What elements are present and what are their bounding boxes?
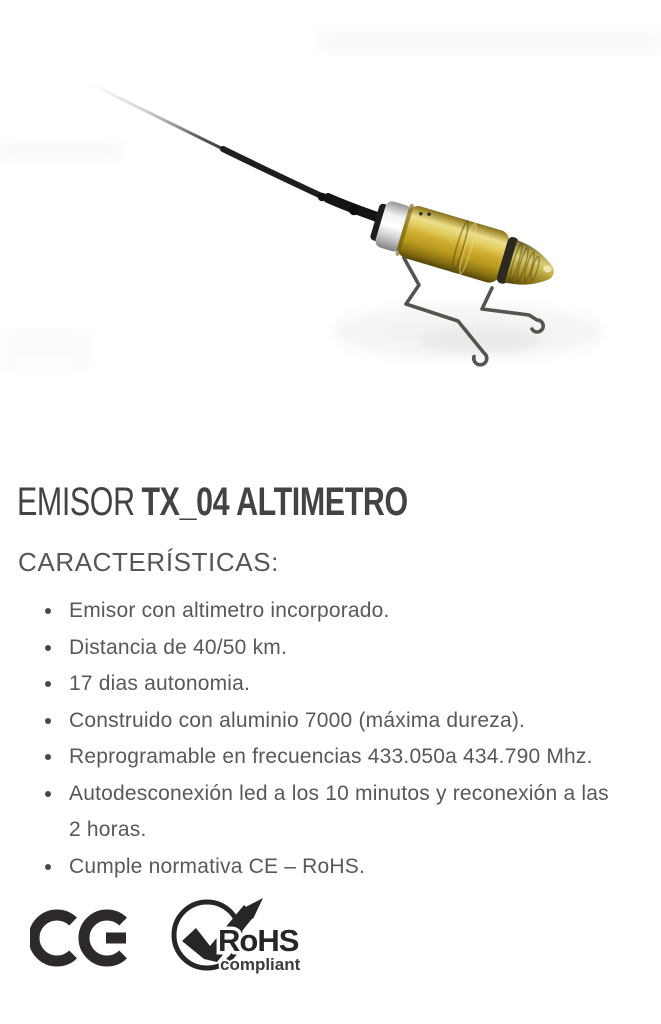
feature-text: 17 dias autonomia.	[69, 672, 251, 695]
feature-list	[0, 593, 624, 885]
product-photo-illustration	[0, 0, 661, 452]
section-heading: CARACTERÍSTICAS:	[18, 547, 279, 577]
antenna	[89, 83, 394, 223]
compliance-badges	[30, 893, 661, 977]
feature-text: Autodesconexión led a los 10 minutos y reconexión a las 2 horas.	[69, 781, 609, 841]
title-model: TX_04 ALTIMETRO	[141, 480, 408, 524]
feature-item	[64, 630, 624, 667]
feature-item	[64, 849, 624, 886]
rohs-sublabel: compliant	[220, 955, 300, 974]
feature-text: Distancia de 40/50 km.	[69, 635, 288, 659]
rohs-label: RoHS	[218, 923, 299, 958]
feature-text: Construido con aluminio 7000 (máxima dureza).	[69, 708, 526, 732]
feature-text: Emisor con altimetro incorporado.	[69, 599, 390, 622]
product-photo	[0, 0, 661, 452]
transmitter-body	[367, 195, 561, 300]
feature-item	[64, 593, 624, 630]
page-title	[17, 482, 506, 522]
rohs-compliant-icon	[160, 893, 300, 977]
ce-mark-icon	[30, 907, 130, 969]
feature-text: Cumple normativa CE – RoHS.	[69, 854, 366, 878]
feature-item	[64, 703, 624, 740]
feature-item	[64, 666, 624, 703]
title-prefix: EMISOR	[17, 480, 135, 524]
feature-item	[64, 739, 624, 776]
feature-item	[64, 776, 624, 849]
feature-text: Reprogramable en frecuencias 433.050a 434.790 Mhz.	[69, 745, 593, 768]
